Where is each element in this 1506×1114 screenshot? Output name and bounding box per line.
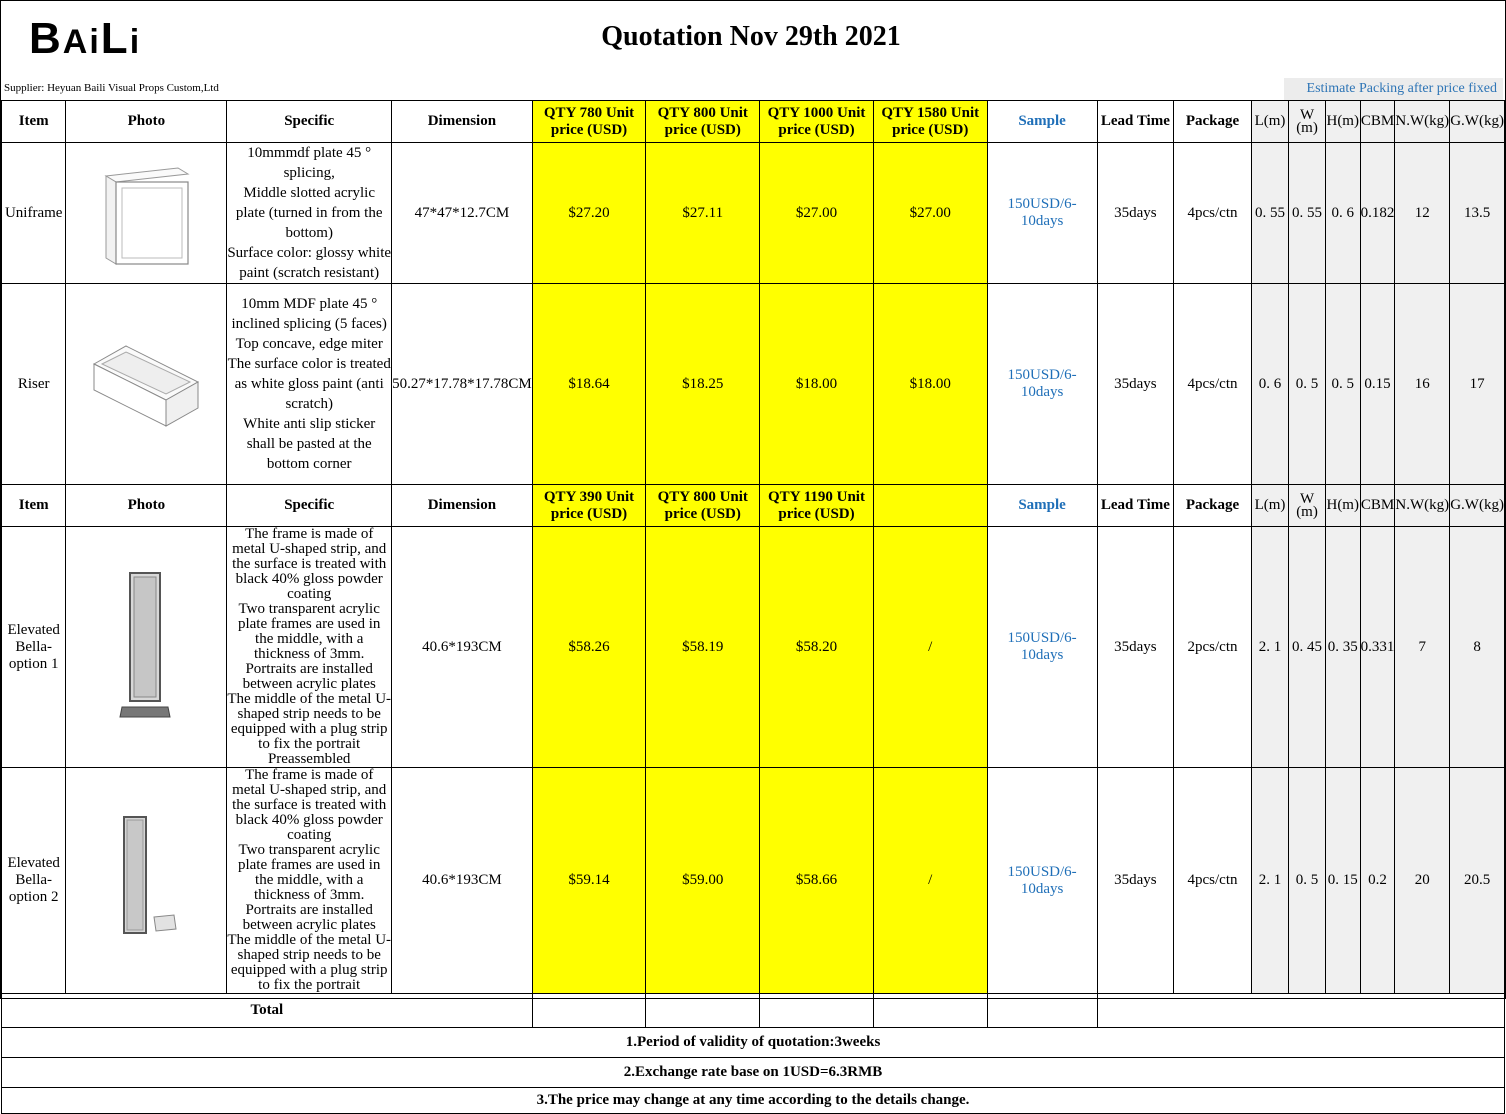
header-height: H(m) [1325,101,1360,143]
height-cell: 0. 5 [1325,284,1360,485]
price-cell: $58.20 [760,527,874,768]
header-qty: QTY 780 Unit price (USD) [532,101,646,143]
header-net-weight: N.W(kg) [1395,485,1450,527]
item-specific: The frame is made of metal U-shaped strip, and the surface is treated with black 40% gloss powder coating Two transparent acrylic plate frames are used in the middle, with a thickness of 3mm. Portraits are installed between acrylic plates The middle of the metal U-shaped strip needs to be equipped with a plug strip to fix the portrait [227,767,392,993]
net-weight-cell: 16 [1395,284,1450,485]
estimate-packing-note: Estimate Packing after price fixed [1284,78,1503,100]
bella-option-2-photo [66,768,227,994]
item-name: Elevated Bella-option 1 [2,527,66,768]
length-cell: 2. 1 [1251,768,1288,994]
sample-cell: 150USD/6-10days [987,284,1097,485]
width-cell: 0. 45 [1289,527,1326,768]
header-width: W (m) [1289,485,1326,527]
header-qty: QTY 1000 Unit price (USD) [760,101,874,143]
header-height: H(m) [1325,485,1360,527]
length-cell: 0. 6 [1251,284,1288,485]
header-qty: QTY 800 Unit price (USD) [646,485,760,527]
header-photo: Photo [66,485,227,527]
price-cell: $27.11 [646,143,760,284]
item-name: Uniframe [2,143,66,284]
table-row [2,527,1505,768]
header-qty: QTY 390 Unit price (USD) [532,485,646,527]
header-qty [873,485,987,527]
header-gross-weight: G.W(kg) [1450,485,1505,527]
sample-cell: 150USD/6-10days [987,143,1097,284]
table-row [2,768,1505,994]
header-qty: QTY 1580 Unit price (USD) [873,101,987,143]
gross-weight-cell: 20.5 [1450,768,1505,994]
price-cell: $58.26 [532,527,646,768]
header-dimension: Dimension [392,485,533,527]
price-cell: $18.64 [532,284,646,485]
table-row [2,143,1505,284]
header-qty: QTY 800 Unit price (USD) [646,101,760,143]
note-row [2,1058,1505,1088]
header-width: W (m) [1289,101,1326,143]
bella-option-1-photo [66,527,227,768]
item-specific: 10mmmdf plate 45 ° splicing, Middle slotted acrylic plate (turned in from the bottom) Surface color: glossy white paint (scratch resistant) [227,143,392,284]
price-cell: $58.19 [646,527,760,768]
note-validity: 1.Period of validity of quotation:3weeks [2,1028,1505,1058]
header-lead-time: Lead Time [1097,101,1174,143]
item-dimension: 50.27*17.78*17.78CM [392,284,533,485]
item-specific: 10mm MDF plate 45 ° inclined splicing (5 faces) Top concave, edge miter The surface color is treated as white gloss paint (anti scratch) White anti slip sticker shall be pasted at the bottom corner [227,284,392,485]
header-length: L(m) [1251,101,1288,143]
price-cell: $27.00 [873,143,987,284]
net-weight-cell: 7 [1395,527,1450,768]
header-gross-weight: G.W(kg) [1450,101,1505,143]
note-row [2,1088,1505,1114]
header-net-weight: N.W(kg) [1395,101,1450,143]
price-cell: $18.00 [760,284,874,485]
cbm-cell: 0.331 [1360,527,1395,768]
note-exchange-rate: 2.Exchange rate base on 1USD=6.3RMB [2,1058,1505,1088]
height-cell: 0. 35 [1325,527,1360,768]
bella-option-1-image-icon [116,567,176,727]
header-item: Item [2,485,66,527]
header-package: Package [1174,485,1252,527]
note-row [2,1028,1505,1058]
cbm-cell: 0.15 [1360,284,1395,485]
table-row [2,284,1505,485]
price-cell: $27.20 [532,143,646,284]
header-specific: Specific [227,101,392,143]
sample-cell: 150USD/6-10days [987,527,1097,768]
gross-weight-cell: 8 [1450,527,1505,768]
header-length: L(m) [1251,485,1288,527]
note-price-change: 3.The price may change at any time according to the details change. [2,1088,1505,1114]
lead-time-cell: 35days [1097,768,1174,994]
baili-logo: BAiLi [29,14,142,63]
header-sample: Sample [987,101,1097,143]
item-dimension: 47*47*12.7CM [392,143,533,284]
header-cbm: CBM [1360,101,1395,143]
header-row [2,485,1505,527]
item-name: Riser [2,284,66,485]
height-cell: 0. 6 [1325,143,1360,284]
item-name: Elevated Bella-option 2 [2,768,66,994]
item-dimension: 40.6*193CM [392,527,533,768]
price-cell: $18.25 [646,284,760,485]
header-dimension: Dimension [392,101,533,143]
width-cell: 0. 5 [1289,284,1326,485]
width-cell: 0. 55 [1289,143,1326,284]
riser-photo [66,284,227,485]
cbm-cell: 0.2 [1360,768,1395,994]
header-lead-time: Lead Time [1097,485,1174,527]
net-weight-cell: 12 [1395,143,1450,284]
net-weight-cell: 20 [1395,768,1450,994]
gross-weight-cell: 17 [1450,284,1505,485]
total-label: Total [2,994,533,1028]
price-cell: $59.14 [532,768,646,994]
price-cell: $27.00 [760,143,874,284]
header-row [2,101,1505,143]
item-specific: The frame is made of metal U-shaped strip, and the surface is treated with black 40% gloss powder coating Two transparent acrylic plate frames are used in the middle, with a thickness of 3mm. Portraits are installed between acrylic plates The middle of the metal U-shaped strip needs to be equipped with a plug strip to fix the portrait Preassembled [227,526,392,767]
item-dimension: 40.6*193CM [392,768,533,994]
header-package: Package [1174,101,1252,143]
supplier-label: Supplier: Heyuan Baili Visual Props Custom,Ltd [4,82,219,94]
bella-option-2-image-icon [106,811,186,951]
gross-weight-cell: 13.5 [1450,143,1505,284]
package-cell: 4pcs/ctn [1174,768,1252,994]
header-qty: QTY 1190 Unit price (USD) [760,485,874,527]
header-item: Item [2,101,66,143]
package-cell: 2pcs/ctn [1174,527,1252,768]
price-cell: $59.00 [646,768,760,994]
height-cell: 0. 15 [1325,768,1360,994]
uniframe-image-icon [96,158,196,268]
header-photo: Photo [66,101,227,143]
riser-image-icon [86,334,206,434]
lead-time-cell: 35days [1097,284,1174,485]
header-specific: Specific [227,485,392,527]
width-cell: 0. 5 [1289,768,1326,994]
price-cell: $58.66 [760,768,874,994]
page-title: Quotation Nov 29th 2021 [601,21,901,52]
cbm-cell: 0.182 [1360,143,1395,284]
sample-cell: 150USD/6-10days [987,768,1097,994]
length-cell: 0. 55 [1251,143,1288,284]
price-cell: / [873,527,987,768]
price-cell: $18.00 [873,284,987,485]
lead-time-cell: 35days [1097,143,1174,284]
length-cell: 2. 1 [1251,527,1288,768]
header-cbm: CBM [1360,485,1395,527]
header-sample: Sample [987,485,1097,527]
price-cell: / [873,768,987,994]
lead-time-cell: 35days [1097,527,1174,768]
uniframe-photo [66,143,227,284]
quotation-table [1,100,1505,1114]
package-cell: 4pcs/ctn [1174,284,1252,485]
package-cell: 4pcs/ctn [1174,143,1252,284]
